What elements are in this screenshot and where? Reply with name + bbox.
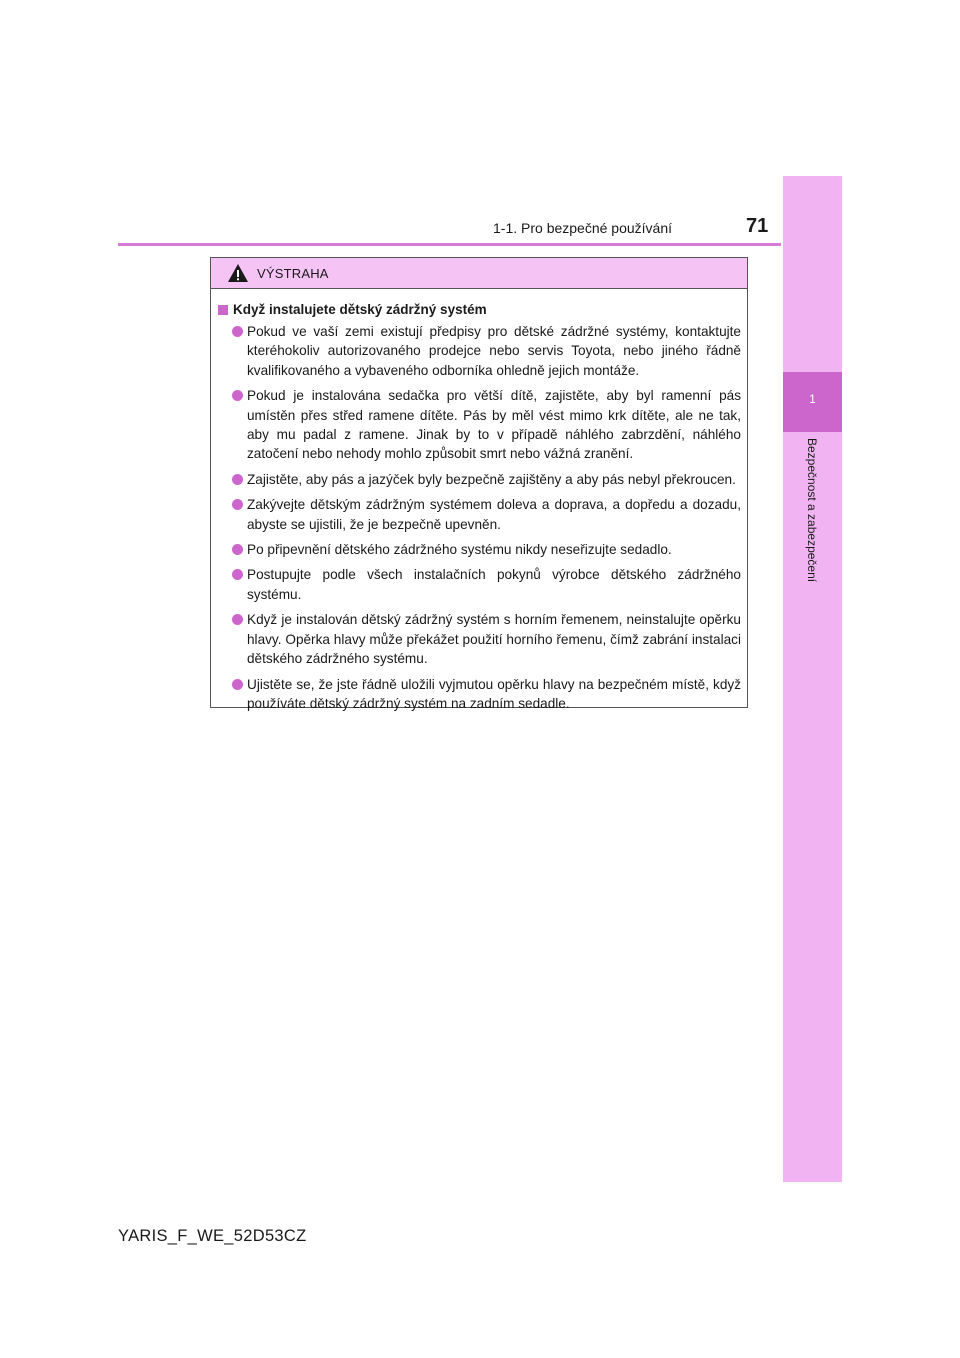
bullet-icon <box>232 390 243 401</box>
section-title: 1-1. Pro bezpečné používání <box>493 220 673 236</box>
list-item-text: Zakývejte dětským zádržným systémem doleva a doprava, a dopředu a dozadu, abyste se ujistili, že je bezpečně upevněn. <box>247 497 741 532</box>
bullet-icon <box>232 326 243 337</box>
bullet-icon <box>232 544 243 555</box>
chapter-side-tab <box>783 176 842 1182</box>
header-divider <box>118 243 781 246</box>
warning-body <box>211 289 747 713</box>
warning-triangle-icon <box>227 263 249 283</box>
list-item-text: Zajistěte, aby pás a jazýček byly bezpečně zajištěny a aby pás nebyl překroucen. <box>247 471 736 487</box>
list-item <box>218 495 741 534</box>
document-code: YARIS_F_WE_52D53CZ <box>118 1227 307 1245</box>
chapter-label: Bezpečnost a zabezpečení <box>805 438 819 583</box>
list-item-text: Pokud je instalována sedačka pro větší dítě, zajistěte, aby byl ramenní pás umístěn přes střed ramene dítěte. Pás by měl vést mimo krk dítěte, ale ne tak, aby mu padal z ramene. Jinak by to v případě náhlého zabrzdění, náhlého zatočení nebo nehody mohlo způsobit smrt nebo vážná zranění. <box>247 388 741 462</box>
list-item <box>218 610 741 668</box>
bullet-icon <box>232 679 243 690</box>
list-item <box>218 565 741 604</box>
list-item <box>218 322 741 380</box>
bullet-icon <box>232 499 243 510</box>
warning-box <box>210 257 748 711</box>
list-item-text: Po připevnění dětského zádržného systému nikdy neseřizujte sedadlo. <box>247 542 672 558</box>
list-item <box>218 675 741 714</box>
page-number: 71 <box>746 215 769 237</box>
subheading-text: Když instalujete dětský zádržný systém <box>233 302 487 317</box>
list-item <box>218 470 741 489</box>
chapter-number: 1 <box>809 392 816 406</box>
list-item-text: Postupujte podle všech instalačních pokynů výrobce dětského zádržného systému. <box>247 567 741 602</box>
list-item-text: Když je instalován dětský zádržný systém s horním řemenem, neinstalujte opěrku hlavy. Opěrka hlavy může překážet použití horního řemenu, čímž zabrání instalaci dětského zádržného systému. <box>247 612 741 667</box>
list-item <box>218 540 741 559</box>
warning-subheading <box>218 302 741 317</box>
square-bullet-icon <box>218 305 228 315</box>
list-item <box>218 386 741 464</box>
list-item-text: Ujistěte se, že jste řádně uložili vyjmutou opěrku hlavy na bezpečném místě, když používáte dětský zádržný systém na zadním sedadle. <box>247 676 741 711</box>
warning-header <box>211 258 747 289</box>
bullet-icon <box>232 474 243 485</box>
warning-title: VÝSTRAHA <box>257 265 329 281</box>
list-item-text: Pokud ve vaší zemi existují předpisy pro dětské zádržné systémy, kontaktujte kteréhokoliv autorizovaného prodejce nebo servis Toyota, nebo jiného řádně kvalifikovaného a vybaveného odborníka ohledně jejich montáže. <box>247 324 741 378</box>
bullet-icon <box>232 569 243 580</box>
bullet-icon <box>232 614 243 625</box>
